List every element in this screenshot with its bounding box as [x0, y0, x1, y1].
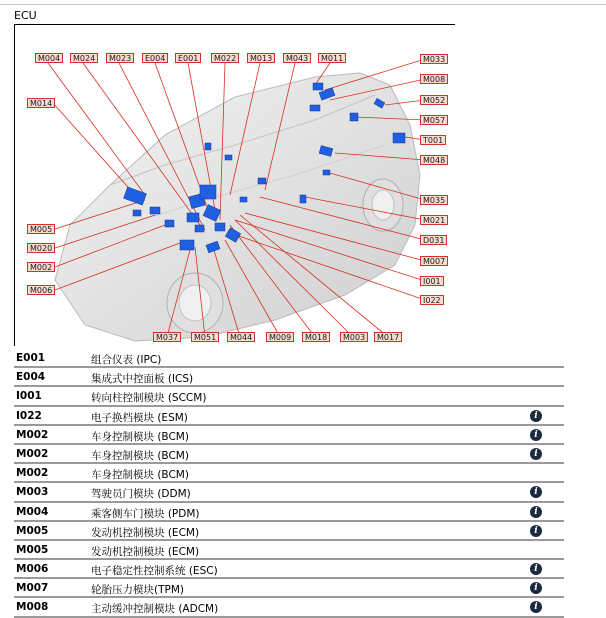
module-code[interactable]: M004: [16, 505, 49, 518]
module-code[interactable]: E004: [16, 371, 46, 384]
callout-m004[interactable]: M004: [35, 53, 63, 63]
table-row: [14, 560, 564, 579]
callout-m024[interactable]: M024: [70, 53, 98, 63]
callout-m022[interactable]: M022: [211, 53, 239, 63]
callout-m023[interactable]: M023: [106, 53, 134, 63]
table-row: [14, 407, 564, 426]
table-row: [14, 503, 564, 522]
table-row: [14, 464, 564, 483]
module-code[interactable]: M005: [16, 524, 49, 537]
callout-m005[interactable]: M005: [27, 224, 55, 234]
module-name: 车身控制模块 (BCM): [91, 430, 189, 443]
module-code[interactable]: M005: [16, 543, 49, 556]
callout-i022[interactable]: I022: [420, 295, 444, 305]
callout-m017[interactable]: M017: [374, 332, 402, 342]
vehicle-illustration: [15, 25, 456, 347]
info-icon[interactable]: i: [530, 525, 542, 537]
module-name: 驾驶员门模块 (DDM): [91, 488, 191, 501]
table-row: [14, 598, 564, 617]
table-row: [14, 579, 564, 598]
callout-m035[interactable]: M035: [420, 195, 448, 205]
callout-m048[interactable]: M048: [420, 155, 448, 165]
module-name: 乘客侧车门模块 (PDM): [91, 507, 200, 520]
module-name: 组合仪表 (IPC): [91, 354, 162, 366]
module-code[interactable]: M002: [16, 428, 49, 441]
module-name: 发动机控制模块 (ECM): [91, 545, 200, 558]
module-code[interactable]: M002: [16, 467, 49, 480]
callout-m043[interactable]: M043: [283, 53, 311, 63]
info-icon[interactable]: i: [530, 563, 542, 575]
table-row: [14, 541, 564, 560]
callout-d031[interactable]: D031: [420, 235, 447, 245]
module-name: 主动缓冲控制模块 (ADCM): [91, 603, 219, 616]
info-icon[interactable]: i: [530, 429, 542, 441]
module-code[interactable]: I001: [16, 390, 42, 403]
callout-m003[interactable]: M003: [340, 332, 368, 342]
callout-m002[interactable]: M002: [27, 262, 55, 272]
info-icon[interactable]: i: [530, 486, 542, 498]
module-name: 发动机控制模块 (ECM): [91, 526, 200, 539]
callout-t001[interactable]: T001: [420, 135, 446, 145]
info-icon[interactable]: i: [530, 601, 542, 613]
table-row: [14, 387, 564, 406]
module-name: 电子稳定性控制系统 (ESC): [91, 565, 218, 578]
callout-m044[interactable]: M044: [227, 332, 255, 342]
info-icon[interactable]: i: [530, 448, 542, 460]
callout-m020[interactable]: M020: [27, 243, 55, 253]
module-name: 集成式中控面板 (ICS): [91, 373, 194, 386]
callout-i001[interactable]: I001: [420, 276, 444, 286]
callout-m018[interactable]: M018: [302, 332, 330, 342]
module-code[interactable]: M006: [16, 563, 49, 576]
callout-m009[interactable]: M009: [266, 332, 294, 342]
module-code[interactable]: M003: [16, 486, 49, 499]
module-code[interactable]: I022: [16, 409, 42, 422]
callout-m014[interactable]: M014: [27, 98, 55, 108]
ecu-module-table: [14, 349, 564, 618]
callout-m051[interactable]: M051: [191, 332, 219, 342]
callout-m013[interactable]: M013: [247, 53, 275, 63]
section-title: ECU: [14, 9, 37, 22]
module-name: 电子换档模块 (ESM): [91, 411, 188, 424]
info-icon[interactable]: i: [530, 506, 542, 518]
callout-m011[interactable]: M011: [318, 53, 346, 63]
module-code[interactable]: E001: [16, 352, 46, 364]
callout-m057[interactable]: M057: [420, 115, 448, 125]
table-row: [14, 426, 564, 445]
info-icon[interactable]: i: [530, 410, 542, 422]
module-code[interactable]: M002: [16, 447, 49, 460]
callout-m007[interactable]: M007: [420, 256, 448, 266]
callout-e004[interactable]: E004: [142, 53, 168, 63]
module-name: 轮胎压力模块(TPM): [91, 584, 184, 597]
callout-m052[interactable]: M052: [420, 95, 448, 105]
table-row: [14, 483, 564, 502]
table-row: [14, 522, 564, 541]
callout-m008[interactable]: M008: [420, 74, 448, 84]
table-row: [14, 445, 564, 464]
callout-m006[interactable]: M006: [27, 285, 55, 295]
module-name: 车身控制模块 (BCM): [91, 449, 189, 462]
callout-m037[interactable]: M037: [153, 332, 181, 342]
table-row: [14, 368, 564, 387]
module-code[interactable]: M008: [16, 601, 49, 614]
module-name: 车身控制模块 (BCM): [91, 469, 189, 482]
callout-m033[interactable]: M033: [420, 54, 448, 64]
top-divider: [0, 4, 606, 5]
module-name: 转向柱控制模块 (SCCM): [91, 392, 207, 405]
ecu-location-diagram: [14, 24, 455, 346]
module-code[interactable]: M007: [16, 582, 49, 595]
table-row: [14, 349, 564, 368]
info-icon[interactable]: i: [530, 582, 542, 594]
callout-m021[interactable]: M021: [420, 215, 448, 225]
callout-e001[interactable]: E001: [175, 53, 201, 63]
